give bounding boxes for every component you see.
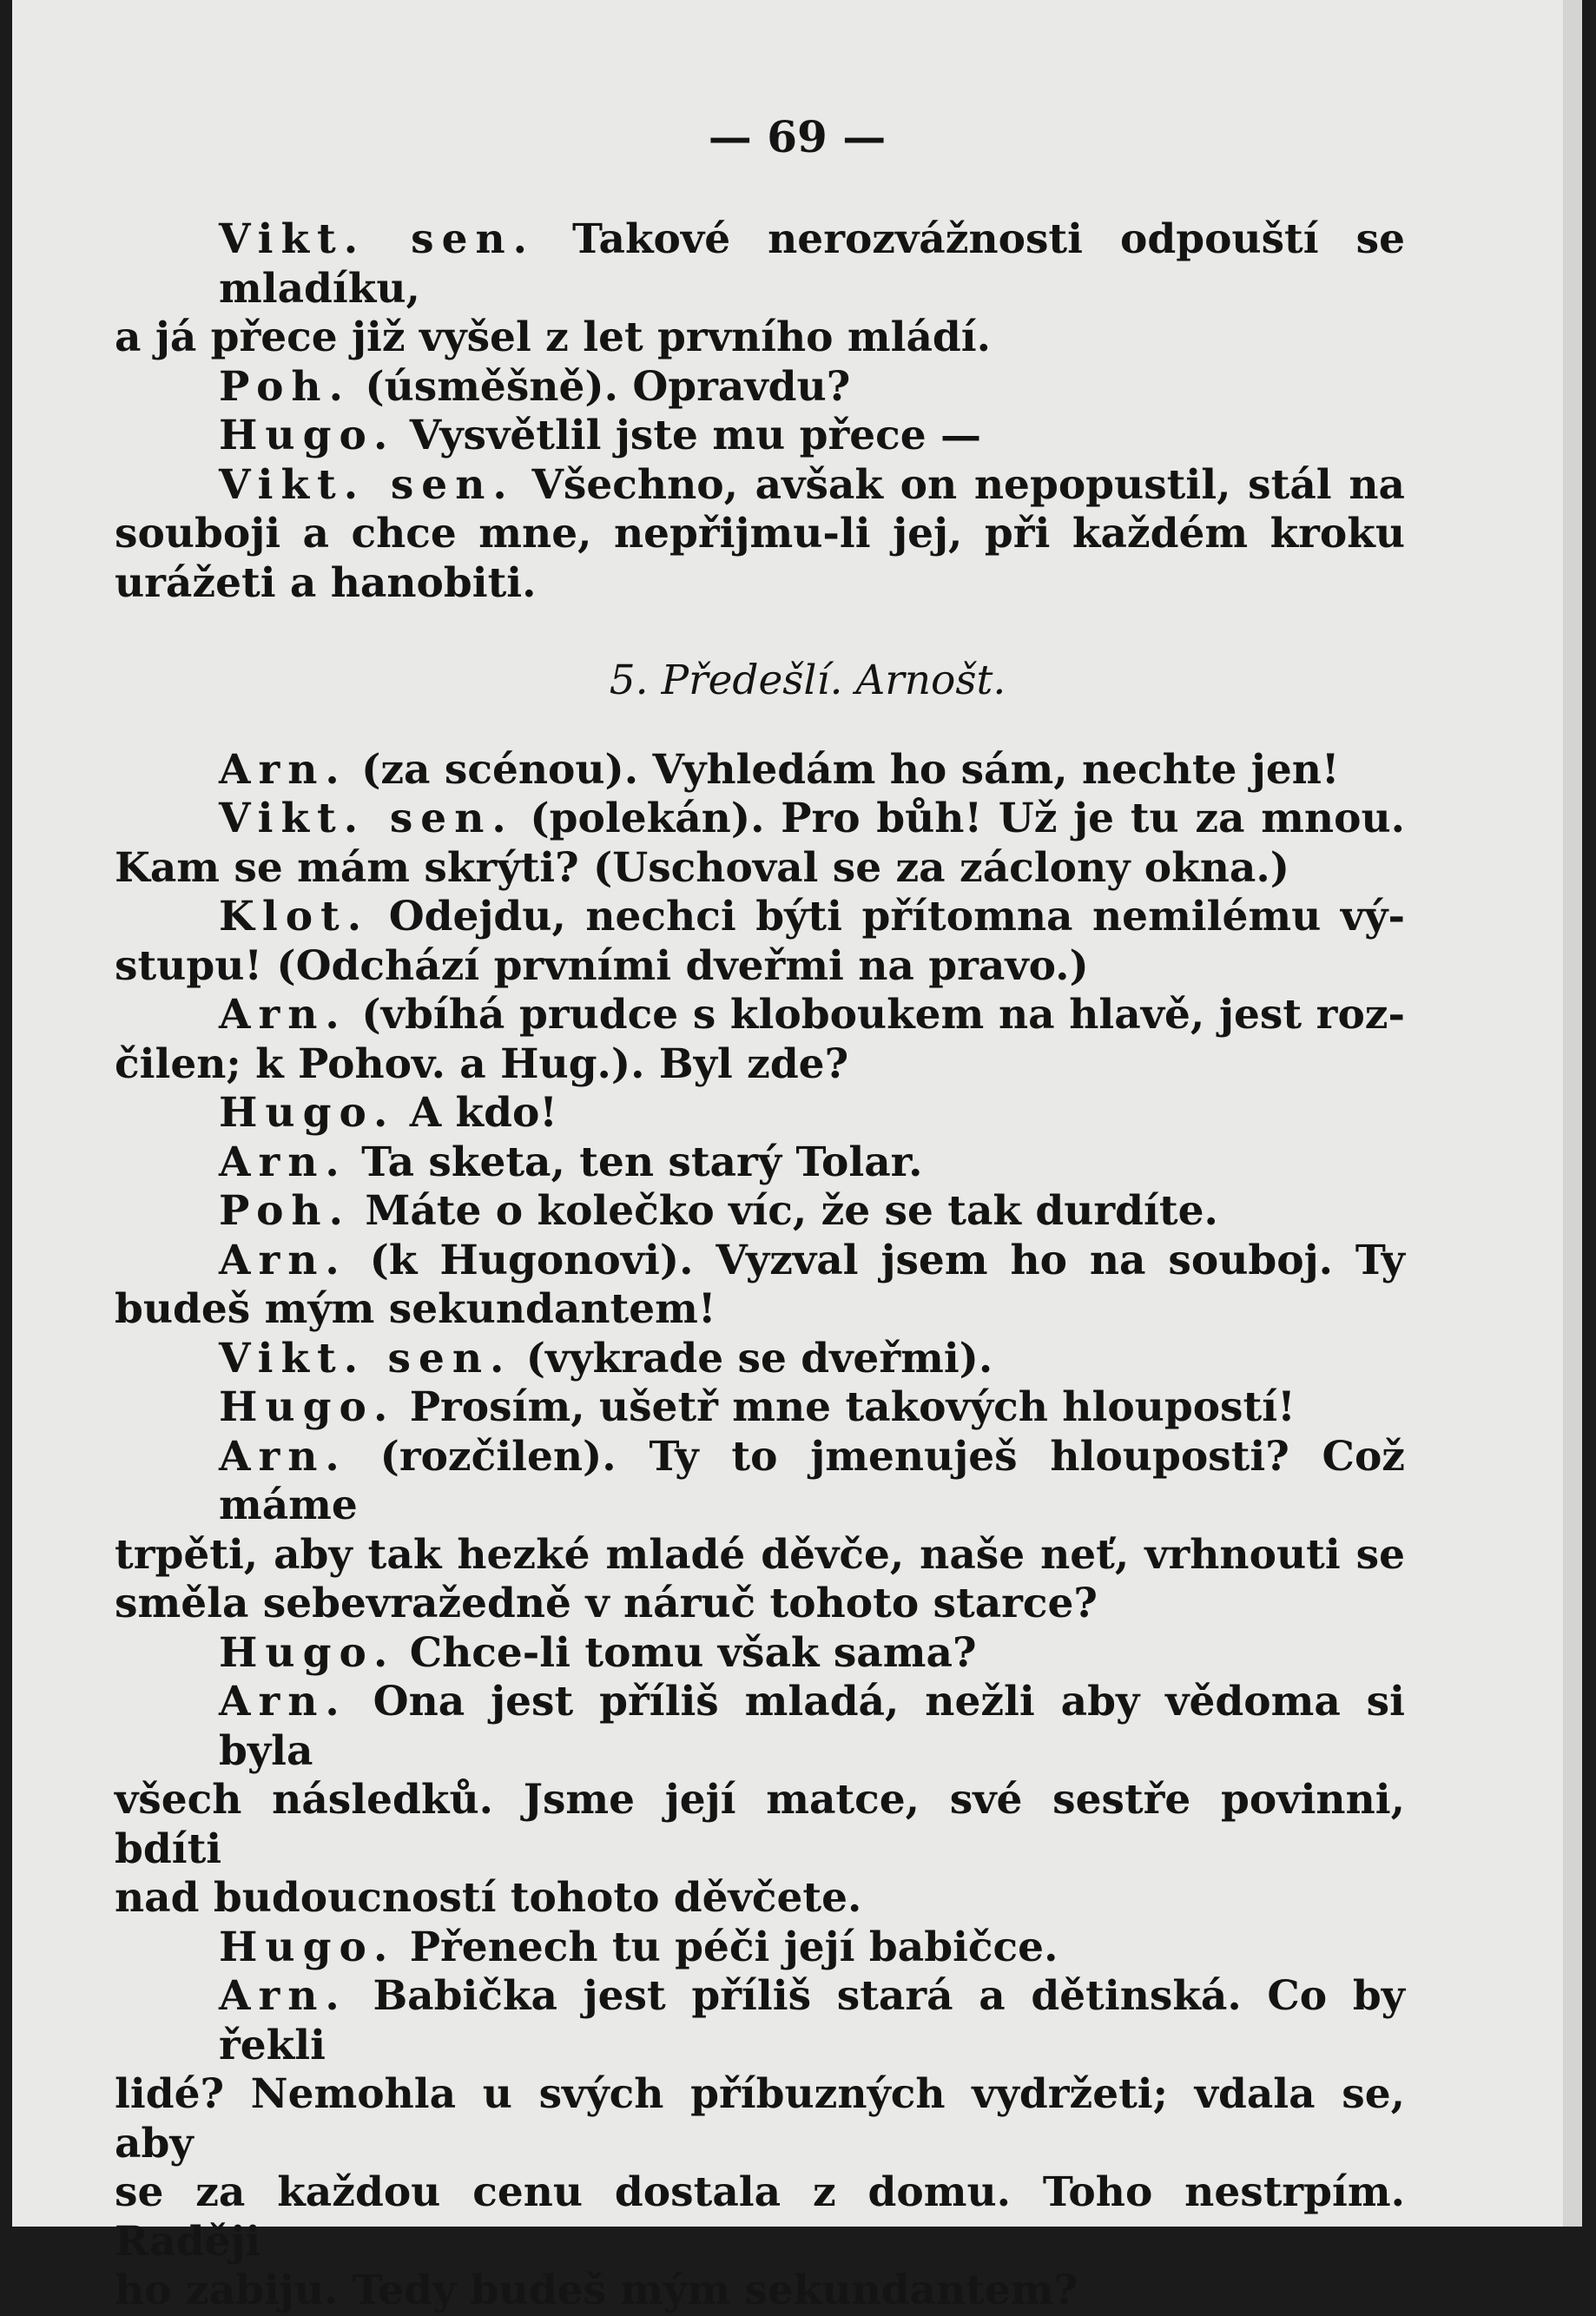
text-line [115,1089,1405,1138]
text-line [115,746,1405,795]
text-line [115,1776,1405,1874]
line-text: Takové nerozvážnosti odpouští se mladíku, [219,215,1405,313]
line-text: Ta sketa, ten starý Tolar. [346,1138,923,1186]
text-line [115,1383,1405,1433]
text-line [115,1923,1405,1973]
line-text: trpěti, aby tak hezké mladé děvče, naše neť, vrhnouti se [115,1530,1405,1579]
scene-heading: 5. Předešlí. Arnošt. [609,657,1006,704]
text-line [115,844,1405,894]
speaker-name: Hugo. [219,412,396,459]
speaker-name: Vikt. sen. [219,795,514,842]
text-line [115,1335,1405,1384]
text-line [115,2070,1405,2168]
speaker-name: Arn. [219,1432,347,1481]
text-line [115,559,1405,609]
line-text: souboji a chce mne, nepřijmu-li jej, při každém kroku [115,510,1405,558]
text-line [115,2168,1405,2267]
line-text: stupu! (Odchází prvními dveřmi na pravo.) [115,941,1089,990]
line-text: Kam se mám skrýti? (Uschoval se za záclony okna.) [115,843,1289,892]
page-body [115,215,1405,2316]
text-line [115,313,1405,363]
text-line [115,510,1405,559]
text-line [115,363,1405,412]
speaker-name: Hugo. [219,1383,396,1431]
line-text: se za každou cenu dostala z domu. Toho nestrpím. Raději [115,2168,1405,2266]
text-line [115,461,1405,511]
text-line [115,215,1405,313]
line-text: (vbíhá prudce s kloboukem na hlavě, jest roz- [346,991,1405,1039]
speaker-name: Arn. [219,991,347,1039]
text-line [115,1187,1405,1237]
line-text: ho zabiju. Tedy budeš mým sekundantem? [115,2267,1078,2314]
speaker-name: Hugo. [219,1628,396,1677]
text-line [115,1678,1405,1776]
line-text: A kdo! [395,1089,557,1137]
line-text: urážeti a hanobiti. [115,558,537,607]
line-text: budeš mým sekundantem! [115,1285,716,1333]
line-text: (k Hugonovi). Vyzval jsem ho na souboj. Ty [346,1236,1405,1284]
line-text: Prosím, ušetř mne takových hloupostí! [395,1383,1296,1431]
text-line [115,1138,1405,1188]
line-text: směla sebevražedně v náruč tohoto starce? [115,1580,1098,1627]
speaker-name: Poh. [219,1187,351,1235]
line-text: (polekán). Pro bůh! Už je tu za mnou. [513,795,1405,842]
text-line [115,795,1405,844]
speaker-name: Arn. [219,1678,347,1725]
text-line [115,1972,1405,2070]
speaker-name: Arn. [219,1236,347,1284]
speaker-name: Poh. [219,362,351,411]
line-text: Chce-li tomu však sama? [395,1628,977,1677]
speaker-name: Arn. [219,1972,347,2020]
line-text: Odejdu, nechci býti přítomna nemilému vý- [369,893,1405,940]
line-text: Máte o kolečko víc, že se tak durdíte. [350,1187,1218,1235]
text-line [115,1580,1405,1629]
page-number: — 69 — [708,111,887,162]
speaker-name: Arn. [219,745,347,794]
text-line [115,1237,1405,1286]
line-text: (vykrade se dveřmi). [511,1334,993,1382]
speaker-name: Hugo. [219,1923,396,1971]
text-line [115,893,1405,942]
line-text: Přenech tu péči její babičce. [395,1923,1059,1971]
text-line [115,2267,1405,2316]
line-text: (za scénou). Vyhledám ho sám, nechte jen! [346,745,1340,794]
text-line [115,1433,1405,1531]
line-text: čilen; k Pohov. a Hug.). Byl zde? [115,1039,849,1088]
line-text: (úsměšně). Opravdu? [350,362,851,411]
line-text: a já přece již vyšel z let prvního mládí. [115,313,992,361]
line-text: lidé? Nemohla u svých příbuzných vydržeti; vdala se, aby [115,2070,1405,2168]
text-line [115,991,1405,1040]
text-line [115,1874,1405,1923]
line-text: Babička jest příliš stará a dětinská. Co by řekli [219,1972,1405,2069]
speaker-name: Arn. [219,1138,347,1186]
line-text: Vysvětlil jste mu přece — [395,412,981,459]
speaker-name: Klot. [219,893,370,940]
line-text: Všechno, avšak on nepopustil, stál na [514,460,1405,509]
line-text: (rozčilen). Ty to jmenuješ hlouposti? Což máme [219,1432,1405,1529]
text-line [115,1629,1405,1679]
line-text: všech následků. Jsme její matce, své sestře povinni, bdíti [115,1776,1405,1873]
speaker-name: Vikt. sen. [219,215,536,263]
speaker-name: Hugo. [219,1089,396,1137]
line-text: Ona jest příliš mladá, nežli aby vědoma si byla [219,1678,1405,1775]
text-line [115,1285,1405,1335]
text-line [115,412,1405,461]
text-line [115,1531,1405,1580]
text-line [115,1040,1405,1090]
line-text: nad budoucností tohoto děvčete. [115,1874,862,1922]
book-page [12,0,1582,2314]
speaker-name: Vikt. sen. [219,1334,512,1382]
speaker-name: Vikt. sen. [219,460,515,509]
text-line [115,942,1405,992]
